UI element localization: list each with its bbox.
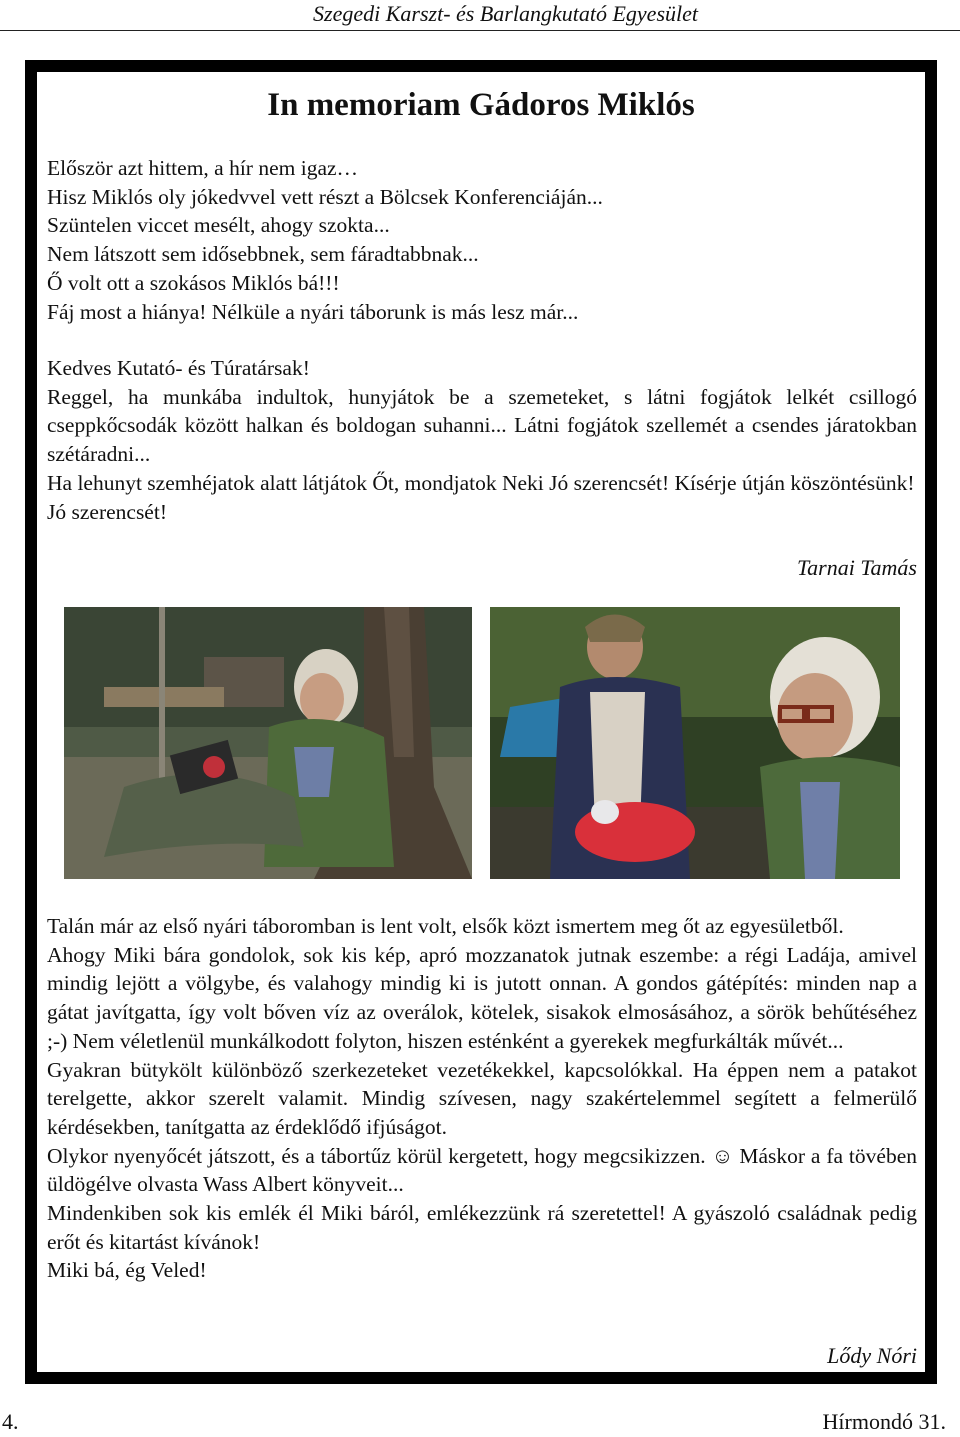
farewell-text (47, 354, 917, 526)
page-number: 4. (2, 1409, 19, 1434)
paragraph: Ha lehunyt szemhéjatok alatt látjátok Őt, mondjatok Neki Jó szerencsét! Kísérje útján köszöntésünk! (47, 470, 915, 495)
article-title: In memoriam Gádoros Miklós (267, 87, 695, 123)
journal-name: Szegedi Karszt- és Barlangkutató Egyesület (313, 1, 698, 26)
paragraph: Jó szerencsét! (47, 499, 167, 524)
photo-reading-image (64, 607, 472, 879)
poem-line: Fáj most a hiánya! Nélküle a nyári táborunk is más lesz már... (47, 299, 579, 324)
signature-tarnai: Tarnai Tamás (796, 555, 917, 580)
greeting: Kedves Kutató- és Túratársak! (47, 356, 310, 380)
paragraph: Mindenkiben sok kis emlék él Miki báról, emlékezzünk rá szeretettel! A gyászoló családnak pedig erőt és kitartást kívánok! (47, 1201, 917, 1254)
remembrance-text (47, 912, 917, 1285)
poem-line: Hisz Miklós oly jókedvvel vett részt a Bölcsek Konferenciáján... (47, 184, 603, 209)
paragraph: Miki bá, ég Veled! (47, 1258, 207, 1283)
poem-line: Nem látszott sem idősebbnek, sem fáradtabbnak... (47, 242, 479, 267)
signature-lody: Lődy Nóri (827, 1343, 917, 1368)
paragraph: Gyakran bütykölt különböző szerkezeteket vezetékekkel, kapcsolókkal. Ha éppen nem a patakot terelgette, akkor szerelt valamit. Mindig szívesen, nagy szakértelemmel segített a felmerülő kérdésekben, tanítgatta az érdeklődő ifjúságot. (47, 1057, 917, 1139)
poem-line: Ő volt ott a szokásos Miklós bá!!! (47, 270, 340, 295)
issue-label: Hírmondó 31. (822, 1409, 946, 1434)
poem-line: Először azt hittem, a hír nem igaz… (47, 156, 359, 180)
paragraph: Talán már az első nyári táboromban is lent volt, elsők közt ismertem meg őt az egyesületből. (47, 914, 844, 938)
paragraph: Ahogy Miki bára gondolok, sok kis kép, apró mozzanatok jutnak eszembe: a régi Ladája, amivel mindig lejött a völgybe, és valahogy mindig ki is jutott onnan. A gondos gátépítés: minden nap a gátat javítgatta, így volt bőven víz az overálok, kötelek, sisakok elmosásához, a sörök behűtéséhez ;-) Nem véletlenül munkálkodott folyton, hiszen esténként a gyerekek megfurkálták művét... (47, 942, 917, 1053)
photo-helmet-image (490, 607, 900, 879)
poem-line: Szüntelen viccet mesélt, ahogy szokta... (47, 213, 390, 238)
photo-reading-under-tree (64, 607, 472, 879)
photo-helmet (490, 607, 900, 879)
poem (47, 154, 917, 326)
memorial-frame (25, 60, 937, 1384)
paragraph: Olykor nyenyőcét játszott, és a tábortűz körül kergetett, hogy megcsikizzen. ☺ Máskor a fa tövében üldögélve olvasta Wass Albert könyveit... (47, 1143, 917, 1197)
running-header (0, 0, 960, 31)
paragraph: Reggel, ha munkába indultok, hunyjátok be a szemeteket, s látni fogjátok lelkét csillogó cseppkőcsodák között halkan és boldogan suhanni... Látni fogjátok szellemét a csendes járatokban szétáradni... (47, 384, 917, 467)
